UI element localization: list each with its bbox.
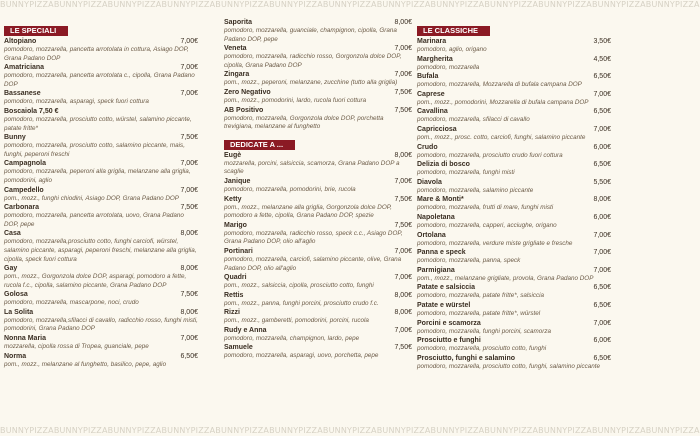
menu-item-name: Panna e speck — [417, 249, 466, 257]
menu-item — [417, 125, 611, 143]
menu-item-name: Veneta — [224, 45, 247, 53]
ribbon-top: BUNNYPIZZABUNNYPIZZABUNNYPIZZABUNNYPIZZABUNNYPIZZABUNNYPIZZABUNNYPIZZABUNNYPIZZABUNNYPIZZABUNNYPIZZABUNNYPIZZABUNNYPIZZABUNNYPIZZA — [0, 0, 700, 9]
menu-item-description: pomodoro, mozzarella, prosciutto cotto, salamino piccante, mais, funghi, peperoni freschi — [4, 142, 185, 158]
menu-item-description: pomodoro, mozzarella, pancetta arrotolata c., cipolla, Grana Padano DOP — [4, 72, 195, 88]
menu-item-description: pomodoro, mozzarella, verdure miste grigliate e fresche — [417, 239, 573, 247]
menu-item — [224, 106, 412, 132]
menu-item-description: pomodoro, mozzarella, radicchio rosso, speck c.c., Asiago DOP, Grana Padano DOP, olio all'aglio — [224, 229, 403, 246]
menu-item-price: 7,00€ — [180, 64, 198, 72]
menu-item — [417, 72, 611, 90]
menu-item-description: pomodoro, mozzarella, radicchio rosso, Gorgonzola dolce DOP, cipolla, Grana Padano DOP — [224, 53, 402, 69]
menu-item-description: pomodoro, mozzarella, prosciutto cotto, funghi, salamino piccante — [417, 362, 601, 370]
menu-item-price: 6,50€ — [593, 301, 611, 309]
menu-item — [417, 195, 611, 213]
menu-item — [4, 308, 198, 334]
menu-item-price: 8,00€ — [180, 230, 198, 238]
menu-item-price: 6,00€ — [593, 143, 611, 151]
menu-item-price: 6,50€ — [593, 108, 611, 116]
menu-item-name: Saporita — [224, 19, 253, 26]
menu-item — [224, 247, 412, 273]
menu-item — [4, 186, 198, 204]
menu-item-price: 8,00€ — [394, 291, 412, 299]
menu-item — [224, 70, 412, 88]
menu-item-price: 7,00€ — [394, 274, 412, 282]
menu-item-price: 7,00€ — [394, 247, 412, 255]
menu-item-description: pomodoro, mozzarella, peperoni alla griglia, melanzane alla griglia, pomodorini, aglio — [4, 168, 191, 184]
menu-item-name: Delizia di bosco — [417, 161, 470, 169]
menu-item-price: 7,50€ — [394, 221, 412, 229]
menu-item-price: 7,00€ — [593, 319, 611, 327]
menu-item-description: pomodoro, aglio, origano — [417, 46, 487, 53]
menu-item — [417, 283, 611, 301]
menu-item — [417, 213, 611, 231]
menu-item-price: 6,50€ — [593, 354, 611, 362]
menu-item-description: pomodoro, mozzarella, prosciutto cotto, würstel, salamino piccante, patate fritte* — [4, 115, 192, 132]
menu-item-description: pomodoro, mozzarella, salamino piccante — [417, 186, 534, 194]
menu-item-name: Quadri — [224, 274, 247, 282]
menu-item — [224, 195, 412, 221]
menu-item-price: 7,00€ — [180, 160, 198, 168]
menu-item-name: Crudo — [417, 143, 438, 151]
menu-item-description: pomodoro, mozzarella, pomodorini, brie, rucola — [224, 185, 356, 193]
menu-item-description: pomodoro, mozzarella, frutti di mare, funghi misti — [417, 204, 554, 212]
menu-item-description: pomodoro, mozzarella, carciofi, salamino piccante, olive, Grana Padano DOP, olio all'aglio — [224, 255, 402, 272]
menu-item-name: Marinara — [417, 38, 447, 45]
menu-item — [4, 89, 198, 107]
menu-item — [417, 107, 611, 125]
menu-item-price: 7,50€ — [180, 204, 198, 212]
menu-item — [224, 343, 412, 361]
menu-item-name: Amatriciana — [4, 64, 45, 72]
menu-item-name: Nonna Maria — [4, 335, 47, 343]
menu-item — [417, 90, 611, 108]
menu-item-price: 8,00€ — [180, 265, 198, 273]
menu-item-description: pomodoro, mozzarella, pancetta arrotolata, uovo, Grana Padano DOP, pepe — [4, 212, 184, 228]
menu-item — [4, 63, 198, 89]
menu-item-price: 7,00€ — [593, 125, 611, 133]
menu-item-price: 3,50€ — [593, 38, 611, 45]
menu-item-description: pomodoro, mozzarella, capperi, acciughe, origano — [417, 221, 557, 229]
menu-item-name: Mare & Monti* — [417, 196, 464, 204]
menu-item-price: 7,50€ — [394, 344, 412, 352]
ribbon-bottom: BUNNYPIZZABUNNYPIZZABUNNYPIZZABUNNYPIZZABUNNYPIZZABUNNYPIZZABUNNYPIZZABUNNYPIZZABUNNYPIZZABUNNYPIZZABUNNYPIZZABUNNYPIZZABUNNYPIZZA — [0, 426, 700, 435]
menu-item-name: Patate e salsiccia — [417, 284, 475, 292]
menu-item — [417, 301, 611, 319]
menu-item — [224, 151, 412, 177]
menu-item-description: pom., mozz., funghi chiodini, Asiago DOP, Grana Padano DOP — [4, 194, 180, 202]
menu-item — [224, 291, 412, 309]
menu-item-description: pom., mozz., melanzane al funghetto, basilico, pepe, aglio — [4, 360, 167, 368]
menu-item — [417, 266, 611, 284]
menu-item — [4, 133, 198, 159]
menu-item-description: pom., mozz., peperoni, melanzane, zucchine (tutto alla griglia) — [224, 79, 398, 87]
menu-item — [224, 177, 412, 195]
menu-item-price: 7,00€ — [394, 45, 412, 53]
menu-item-name: Eugè — [224, 151, 242, 159]
menu-item-description: pomodoro, mozzarella,sfilacci di cavallo, radicchio rosso, funghi misti, pomodorini, Grana Padano DOP — [4, 316, 198, 333]
menu-item-description: pom., mozz., melanzane alla griglia, Gorgonzola dolce DOP, pomodoro a fette, cipolla, Grana Padano DOP, spezie — [224, 203, 392, 220]
menu-item-description: pomodoro, mozzarella — [417, 63, 480, 71]
menu-item-description: pomodoro, mozzarella,prosciutto cotto, funghi carciofi, würstel, salamino piccante, asparagi, peperoni freschi, melanzane alla griglia, cipolla, speck fuori cottura — [4, 238, 197, 263]
menu-item-price: 8,00€ — [394, 19, 412, 26]
section-header: LE SPECIALI — [4, 26, 68, 36]
menu-item-description: pomodoro, mozzarella, Gorgonzola dolce DOP, porchetta trevigiana, melanzane al funghetto — [224, 114, 384, 131]
menu-item-name: Portinari — [224, 247, 253, 255]
menu-item-price: 6,00€ — [593, 337, 611, 345]
menu-item-name: Janique — [224, 177, 251, 185]
menu-item — [4, 264, 198, 290]
menu-item — [224, 326, 412, 344]
menu-item-name: Altopiano — [4, 38, 37, 45]
menu-item-name: Rudy e Anna — [224, 326, 267, 334]
menu-item-name: Ketty — [224, 195, 242, 203]
menu-item-name: Caprese — [417, 90, 445, 98]
menu-item-name: Gay — [4, 265, 18, 273]
menu-item-name: Parmigiana — [417, 266, 455, 274]
menu-item-description: pom., mozz., gamberetti, pomodorini, porcini, rucola — [224, 317, 369, 325]
menu-item-name: Napoletana — [417, 213, 455, 221]
menu-item-name: Bufala — [417, 73, 439, 81]
menu-item-description: pomodoro, mozzarella, guanciale, champignon, cipolla, Grana Padano DOP, pepe — [224, 27, 397, 43]
menu-item-name: Capricciosa — [417, 125, 457, 133]
menu-item-name: Zero Negativo — [224, 88, 271, 96]
menu-item-name: Margherita — [417, 55, 453, 63]
menu-item-name: Golosa — [4, 291, 28, 299]
menu-item-description: pomodoro, mozzarella, mascarpone, noci, crudo — [4, 299, 139, 307]
menu-item — [4, 334, 198, 352]
menu-item-description: pomodoro, mozzarella, patate fritte*, salsiccia — [417, 292, 545, 300]
menu-item — [4, 37, 198, 63]
menu-item-name: Rizzi — [224, 309, 240, 317]
menu-item — [4, 203, 198, 229]
menu-item — [224, 273, 412, 291]
menu-item-description: pomodoro, mozzarella, patate fritte*, würstel — [417, 309, 541, 317]
menu-item-price: 8,00€ — [593, 196, 611, 204]
menu-item — [417, 160, 611, 178]
menu-item-description: pomodoro, mozzarella, champignon, lardo, pepe — [224, 334, 360, 342]
menu-item-name: Cavallina — [417, 108, 448, 116]
menu-item-price: 7,00€ — [180, 335, 198, 343]
menu-item — [417, 37, 611, 55]
menu-item-description: pomodoro, mozzarella, asparagi, speck fuori cottura — [4, 98, 149, 106]
menu-item-name: Samuele — [224, 344, 253, 352]
menu-item — [417, 319, 611, 337]
menu-item — [417, 354, 611, 372]
menu-item-price: 7,50€ — [180, 291, 198, 299]
menu-item-description: pomodoro, mozzarella, funghi misti — [417, 169, 515, 177]
menu-item-price: 7,50€ — [394, 195, 412, 203]
menu-item — [417, 248, 611, 266]
menu-column-1 — [4, 18, 198, 369]
menu-item-name: Patate e würstel — [417, 301, 471, 309]
menu-item — [224, 88, 412, 106]
menu-item-description: pom., mozz., melanzane grigliate, provola, Grana Padano DOP — [417, 274, 594, 282]
menu-item-name: Ortolana — [417, 231, 446, 239]
menu-item-name: Campedello — [4, 186, 44, 194]
menu-item — [224, 44, 412, 70]
menu-item-description: mozzarella, porcini, salsiccia, scamorza, Grana Padano DOP a scaglie — [224, 159, 400, 176]
menu-item-description: pom., mozz., prosc. cotto, carciofi, funghi, salamino piccante — [417, 133, 586, 141]
menu-item-name: Diavola — [417, 178, 442, 186]
menu-item-name: Prosciutto, funghi e salamino — [417, 354, 516, 362]
menu-item-name: Casa — [4, 230, 21, 238]
menu-item-description: pomodoro, mozzarella, sfilacci di cavallo — [417, 116, 530, 124]
section-header: DEDICATE A ... — [224, 140, 295, 150]
menu-item-price: 7,00€ — [394, 177, 412, 185]
section-header: LE CLASSICHE — [417, 26, 490, 36]
menu-item-price: 7,00€ — [394, 326, 412, 334]
menu-item-description: pomodoro, mozzarella, prosciutto crudo fuori cottura — [417, 151, 563, 159]
menu-item — [224, 221, 412, 247]
menu-item-name: AB Positivo — [224, 106, 264, 114]
menu-column-2 — [224, 18, 412, 361]
menu-item-description: pom., mozz., panna, funghi porcini, prosciutto crudo f.c. — [224, 299, 379, 307]
menu-item — [4, 159, 198, 185]
menu-item-name: Carbonara — [4, 204, 40, 212]
menu-item-name: Marigo — [224, 221, 247, 229]
menu-item-description: pom., mozz., Gorgonzola dolce DOP, asparagi, pomodoro a fette, rucola f.c., cipolla, salamino piccante, Grana Padano DOP — [4, 273, 187, 289]
menu-item — [224, 308, 412, 326]
menu-item-name: Zingara — [224, 71, 250, 79]
menu-item-price: 7,00€ — [593, 90, 611, 98]
menu-item-name: Prosciutto e funghi — [417, 337, 481, 345]
menu-item-price: 6,50€ — [593, 73, 611, 81]
menu-item-price: 7,00€ — [180, 38, 198, 45]
menu-item — [4, 290, 198, 308]
menu-item-description: pomodoro, mozzarella, Mozzarella di bufala campana DOP — [417, 81, 582, 89]
menu-item-description: pomodoro, mozzarella, funghi porcini, scamorza — [417, 327, 552, 335]
menu-item-price: 7,50€ — [394, 106, 412, 114]
menu-item-description: pom., mozz., salsiccia, cipolla, prosciutto cotto, funghi — [224, 282, 374, 290]
menu-item-price: 7,00€ — [180, 90, 198, 98]
menu-item-name: Norma — [4, 352, 27, 360]
menu-item-description: pomodoro, mozzarella, pancetta arrotolata in cottura, Asiago DOP, Grana Padano DOP — [4, 46, 189, 62]
menu-item — [417, 231, 611, 249]
menu-item-price: 7,00€ — [593, 266, 611, 274]
menu-column-3 — [417, 18, 611, 371]
menu-item-name: Bunny — [4, 134, 26, 142]
menu-item-price: 7,50€ — [180, 134, 198, 142]
menu-item-name: Boscaiola 7,50 € — [4, 107, 59, 115]
menu-item-price: 6,50€ — [593, 284, 611, 292]
menu-item — [4, 229, 198, 264]
menu-item — [224, 18, 412, 44]
menu-item — [417, 336, 611, 354]
menu-item-description: pomodoro, mozzarella, prosciutto cotto, funghi — [417, 345, 547, 353]
menu-item-price: 8,00€ — [394, 151, 412, 159]
menu-item — [4, 107, 198, 133]
menu-item-name: Campagnola — [4, 160, 47, 168]
menu-item-price: 6,50€ — [593, 161, 611, 169]
menu-item-price: 7,00€ — [394, 71, 412, 79]
menu-item — [417, 143, 611, 161]
menu-item-description: pomodoro, mozzarella, panna, speck — [417, 257, 521, 265]
menu-item-price: 4,50€ — [593, 55, 611, 63]
menu-item-price: 5,50€ — [593, 178, 611, 186]
menu-item-price: 7,00€ — [593, 231, 611, 239]
menu-item-price: 7,50€ — [394, 88, 412, 96]
menu-item-name: Bassanese — [4, 90, 41, 98]
menu-item-price: 8,00€ — [394, 309, 412, 317]
menu-item-name: Rettis — [224, 291, 244, 299]
menu-item — [417, 55, 611, 73]
menu-item-name: Porcini e scamorza — [417, 319, 481, 327]
menu-item-price: 8,00€ — [180, 308, 198, 316]
menu-item-description: mozzarella, cipolla rossa di Tropea, guanciale, pepe — [4, 343, 149, 351]
menu-item-description: pom., mozz., pomodorini, lardo, rucola fuori cottura — [224, 96, 367, 104]
menu-item-description: pomodoro, mozzarella, asparagi, uovo, porchetta, pepe — [224, 352, 379, 360]
menu-item-description: pom., mozz., pomodorini, Mozzarella di bufala campana DOP — [417, 98, 589, 106]
menu-item — [4, 352, 198, 370]
menu-item-price: 7,00€ — [593, 249, 611, 257]
menu-item-name: La Solita — [4, 308, 34, 316]
menu-item-price: 7,00€ — [180, 186, 198, 194]
menu-item — [417, 178, 611, 196]
menu-item-price: 6,00€ — [593, 213, 611, 221]
menu-item-price: 6,50€ — [180, 352, 198, 360]
